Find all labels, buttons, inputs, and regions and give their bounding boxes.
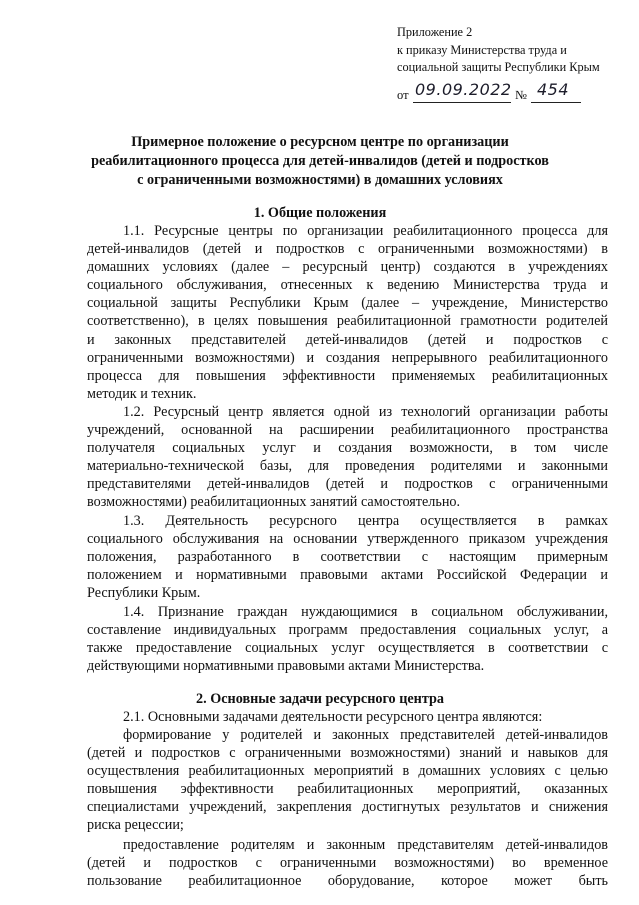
- paragraph-2-1-item-2: [87, 836, 608, 890]
- appendix-line-2: к приказу Министерства труда и: [397, 42, 567, 57]
- text-line: составление индивидуальных программ предоставления социальных услуг, а: [87, 622, 608, 639]
- date-prefix: от: [397, 88, 409, 102]
- date-underline: [413, 102, 511, 103]
- text-line: ограниченными возможностями) и создания непрерывного реабилитационного: [87, 349, 608, 366]
- text-line: Республики Крым.: [87, 585, 201, 602]
- number-prefix: №: [515, 88, 527, 102]
- order-date-number: [397, 80, 633, 104]
- text-line: 1.3. Деятельность ресурсного центра осуществляется в рамках: [123, 513, 608, 529]
- text-line: осуществления реабилитационных мероприятий в домашних условиях с целью: [87, 763, 608, 780]
- text-line: социального обслуживания на основании утвержденного приказом учреждения: [87, 531, 608, 548]
- text-line: методик и техник.: [87, 385, 197, 402]
- text-line: социального обслуживания, отнесенных к ведению Министерства труда и: [87, 277, 608, 294]
- text-line: также предоставление социальных услуг осуществляется в соответствии с: [87, 640, 608, 657]
- text-line: и законных представителей детей-инвалидов (детей и подростков с: [87, 331, 608, 348]
- text-line: предоставление родителям и законным представителям детей-инвалидов: [123, 837, 608, 853]
- text-line: формирование у родителей и законных представителей детей-инвалидов: [123, 727, 608, 743]
- text-line: возможностями) реабилитационных занятий самостоятельно.: [87, 494, 461, 511]
- paragraph-1-4: [87, 603, 608, 675]
- text-line: процесса для повышения эффективности применяемых реабилитационных: [87, 367, 608, 384]
- handwritten-number: 454: [537, 80, 570, 99]
- text-line: (детей и подростков с ограниченными возможностями) во временное: [87, 855, 608, 872]
- text-line: детей-инвалидов (детей и подростков с ограниченными возможностями) в: [87, 241, 608, 258]
- appendix-header: [397, 24, 633, 77]
- appendix-line-3: социальной защиты Республики Крым: [397, 60, 600, 74]
- section-1-heading: 1. Общие положения: [253, 205, 387, 221]
- appendix-line-1: Приложение 2: [397, 25, 473, 39]
- text-line: учреждений, основанной на расширении реабилитационного пространства: [87, 422, 608, 439]
- text-line: представителями детей-инвалидов (детей и подростков с ограниченными: [87, 476, 608, 493]
- text-line: пользование реабилитационное оборудование, которое может быть: [87, 873, 608, 890]
- title-line-3: с ограниченными возможностями) в домашних условиях: [137, 172, 503, 188]
- text-line: повышения эффективности реабилитационных мероприятий, оказанных: [87, 781, 608, 798]
- text-line: (детей и подростков с ограниченными возможностями) знаний и навыков для: [87, 745, 608, 762]
- paragraph-1-2: [87, 403, 608, 512]
- document-title: [40, 133, 600, 190]
- text-line: 1.4. Признание граждан нуждающимися в социальном обслуживании,: [123, 604, 608, 620]
- text-line: 1.1. Ресурсные центры по организации реабилитационного процесса для: [123, 223, 608, 239]
- text-line: действующими нормативными правовыми актами Министерства.: [87, 658, 485, 675]
- text-line: домашних условиях (далее – ресурсный центр) создаются в учреждениях: [87, 259, 608, 276]
- title-line-2: реабилитационного процесса для детей-инвалидов (детей и подростков: [91, 153, 549, 169]
- paragraph-1-3: [87, 512, 608, 602]
- paragraph-2-1-intro: [87, 708, 608, 726]
- text-line: специалистами учреждений, закрепления достигнутых результатов и снижения: [87, 799, 608, 816]
- text-line: положения, разработанного в соответствии с настоящим примерным: [87, 549, 608, 566]
- number-underline: [531, 102, 581, 103]
- paragraph-2-1-item-1: [87, 726, 608, 835]
- text-line: положением и нормативными правовыми актами Российской Федерации и: [87, 567, 608, 584]
- handwritten-date: 09.09.2022: [415, 80, 512, 99]
- text-line: материально-технической базы, для проведения родителями и законными: [87, 458, 608, 475]
- text-line: 1.2. Ресурсный центр является одной из технологий организации работы: [123, 404, 608, 420]
- text-line: получателя социальных услуг и создания возможности, в том числе: [87, 440, 608, 457]
- paragraph-1-1: [87, 222, 608, 403]
- title-line-1: Примерное положение о ресурсном центре по организации: [131, 134, 509, 150]
- text-line: 2.1. Основными задачами деятельности ресурсного центра являются:: [123, 709, 543, 725]
- text-line: социальной защиты Республики Крым (далее – учреждение, Министерство: [87, 295, 608, 312]
- text-line: соответственно), в целях повышения реабилитационной грамотности родителей: [87, 313, 608, 330]
- section-2-heading: 2. Основные задачи ресурсного центра: [196, 691, 444, 707]
- text-line: риска рецессии;: [87, 817, 184, 834]
